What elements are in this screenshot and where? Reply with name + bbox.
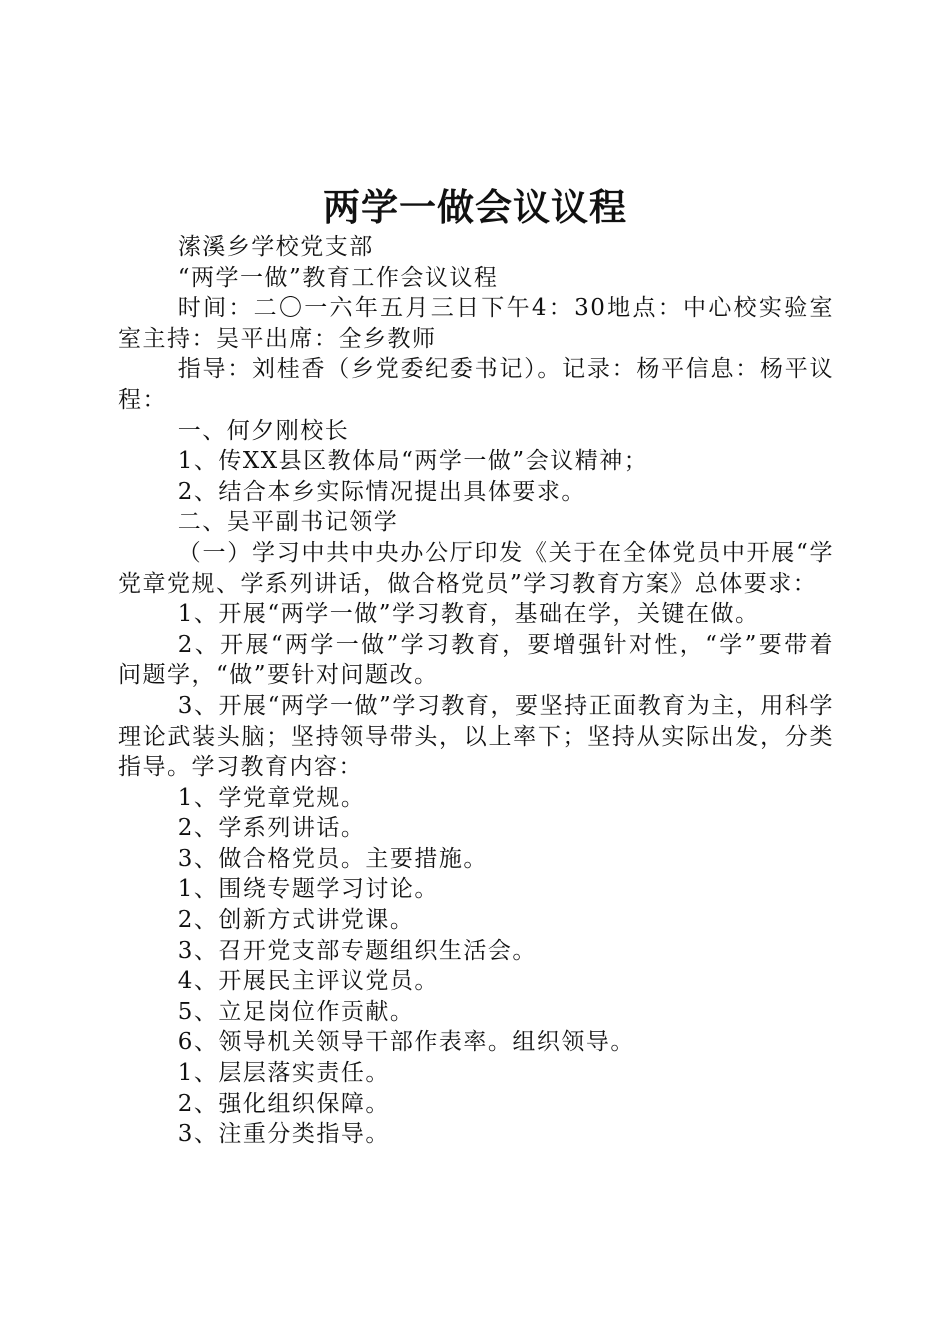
section-heading-2: 二、吴平副书记领学 [177, 509, 399, 536]
list-item: 3、做合格党员。主要措施。 [177, 845, 488, 872]
list-item: 2、开展“两学一做”学习教育，要增强针对性，“学”要带着问题学，“做”要针对问题改。 [118, 631, 834, 689]
paragraph-study-plan: （一）学习中共中央办公厅印发《关于在全体党员中开展“学党章党规、学系列讲话，做合格党员”学习教育方案》总体要求： [118, 539, 834, 597]
list-item: 3、召开党支部专题组织生活会。 [177, 937, 537, 964]
list-item: 2、学系列讲话。 [177, 815, 366, 842]
list-item: 2、结合本乡实际情况提出具体要求。 [177, 478, 586, 505]
paragraph-subtitle: “两学一做”教育工作会议议程 [177, 264, 499, 291]
list-item: 2、强化组织保障。 [177, 1090, 390, 1117]
list-item: 1、开展“两学一做”学习教育，基础在学，关键在做。 [177, 601, 760, 628]
document-title: 两学一做会议议程 [323, 186, 627, 229]
list-item: 3、注重分类指导。 [177, 1121, 390, 1148]
list-item: 1、围绕专题学习讨论。 [177, 876, 439, 903]
paragraph-guidance: 指导：刘桂香（乡党委纪委书记）。记录：杨平信息：杨平议程： [118, 356, 834, 413]
paragraph-time-place: 时间：二〇一六年五月三日下午4：30地点：中心校实验室室主持：吴平出席：全乡教师 [118, 295, 834, 352]
list-item: 1、传XX县区教体局“两学一做”会议精神； [177, 448, 649, 475]
document-body [118, 232, 834, 1150]
list-item: 3、开展“两学一做”学习教育，要坚持正面教育为主，用科学理论武装头脑；坚持领导带头，以上率下；坚持从实际出发，分类指导。学习教育内容： [118, 692, 834, 781]
paragraph-organization: 溹溪乡学校党支部 [177, 234, 374, 260]
list-item: 1、层层落实责任。 [177, 1060, 390, 1087]
list-item: 5、立足岗位作贡献。 [177, 998, 415, 1025]
list-item: 6、领导机关领导干部作表率。组织领导。 [177, 1029, 635, 1056]
list-item: 1、学党章党规。 [177, 784, 366, 811]
list-item: 2、创新方式讲党课。 [177, 907, 415, 934]
section-heading-1: 一、何夕刚校长 [177, 417, 350, 444]
list-item: 4、开展民主评议党员。 [177, 968, 439, 995]
